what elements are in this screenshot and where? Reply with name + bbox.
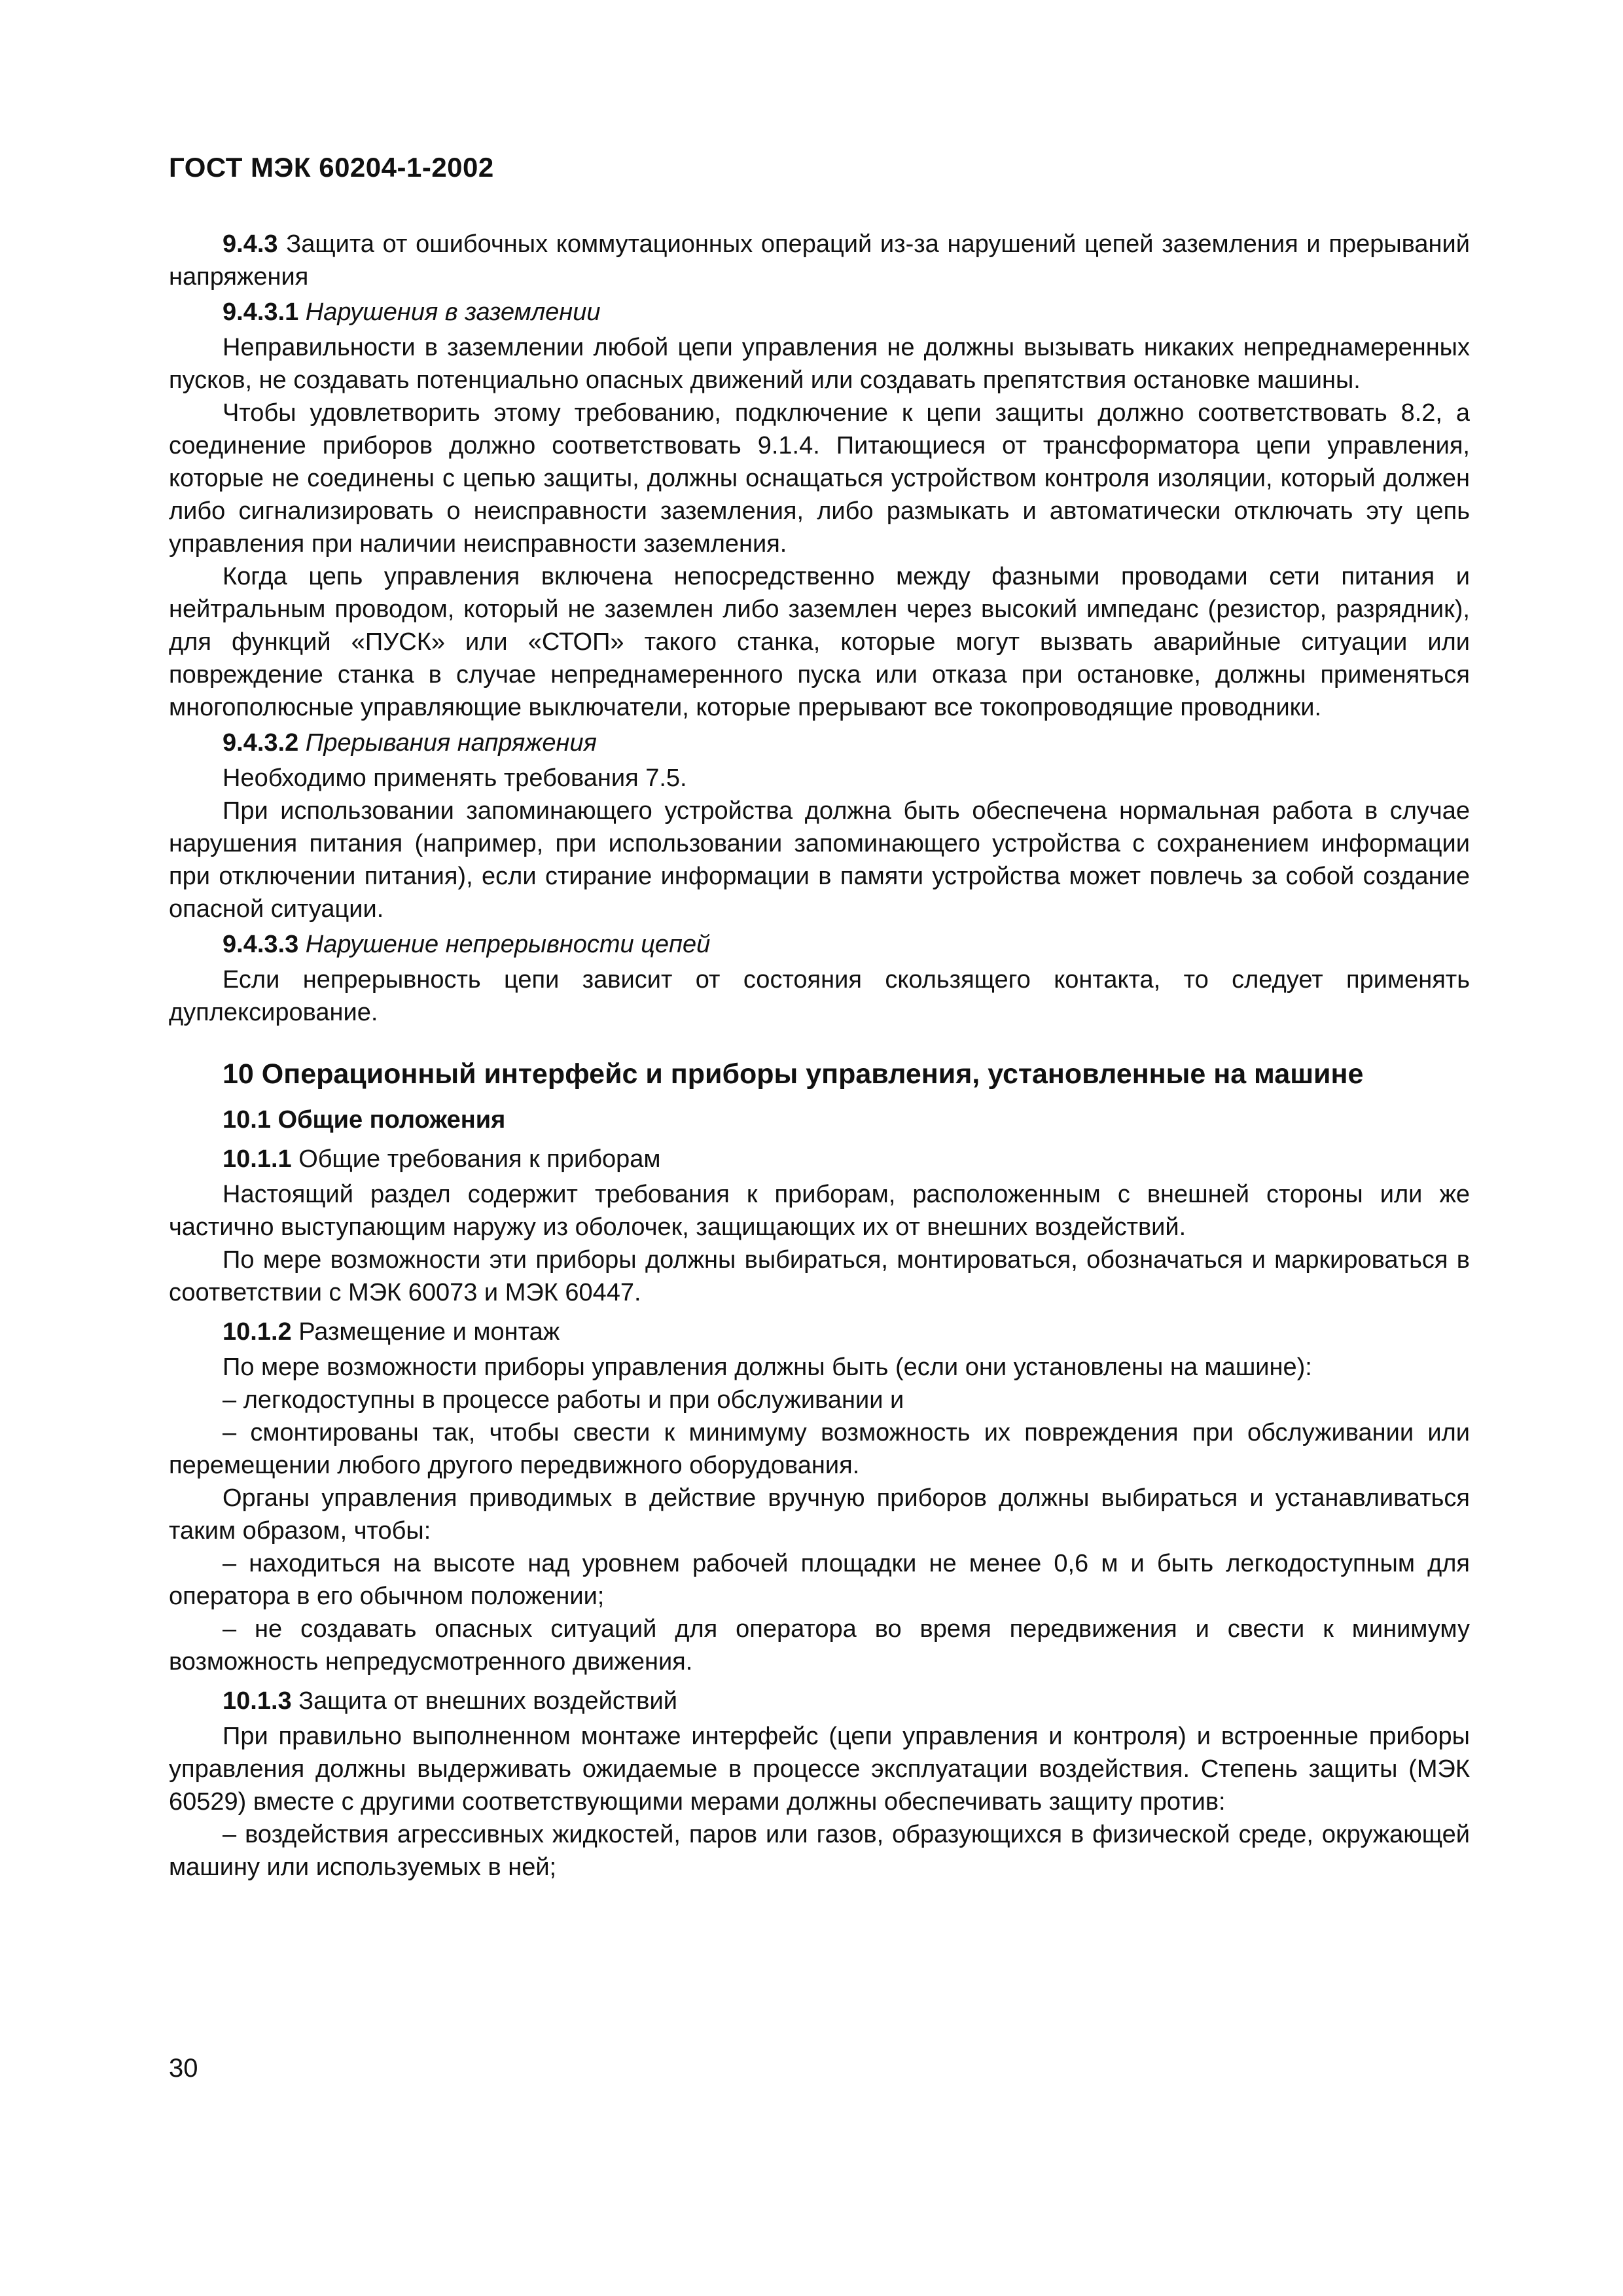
clause-number: 10.1.3 <box>223 1687 292 1715</box>
paragraph: Необходимо применять требования 7.5. <box>223 764 687 792</box>
paragraph: При правильно выполненном монтаже интерфейс (цепи управления и контроля) и встроенные приборы управления должны выдерживать ожидаемые в процессе эксплуатации воздействия. Степень защиты (МЭК 60529) вместе с другими соответствующими мерами должны обеспечивать защиту против: <box>169 1723 1470 1816</box>
clause-title: Защита от ошибочных коммутационных операций из-за нарушений цепей заземления и прерываний напряжения <box>169 230 1470 291</box>
clause-number: 9.4.3 <box>223 230 278 258</box>
clause-10-1-3-heading <box>169 1685 1470 1717</box>
list-item: – легкодоступны в процессе работы и при обслуживании и <box>223 1386 904 1414</box>
section-10-1-title: 10.1 Общие положения <box>223 1106 506 1134</box>
paragraph: Настоящий раздел содержит требования к приборам, расположенным с внешней стороны или же частично выступающим наружу из оболочек, защищающих их от внешних воздействий. <box>169 1181 1470 1241</box>
paragraph: Органы управления приводимых в действие вручную приборов должны выбираться и устанавливаться таким образом, чтобы: <box>169 1484 1470 1545</box>
clause-9-4-3 <box>169 228 1470 293</box>
clause-9-4-3-2-heading <box>169 726 1470 759</box>
clause-10-1-2-heading <box>169 1316 1470 1348</box>
list-item: – не создавать опасных ситуаций для оператора во время передвижения и свести к минимуму возможность непредусмотренного движения. <box>169 1615 1470 1676</box>
clause-9-4-3-3-heading <box>169 928 1470 961</box>
list-item: – находиться на высоте над уровнем рабочей площадки не менее 0,6 м и быть легкодоступным для оператора в его обычном положении; <box>169 1550 1470 1610</box>
clause-title: Размещение и монтаж <box>298 1318 560 1346</box>
clause-title: Нарушения в заземлении <box>305 298 601 326</box>
clause-title: Нарушение непрерывности цепей <box>305 931 711 958</box>
paragraph: Если непрерывность цепи зависит от состояния скользящего контакта, то следует применять дуплексирование. <box>169 966 1470 1026</box>
clause-number: 9.4.3.1 <box>223 298 299 326</box>
clause-10-1-1-heading <box>169 1143 1470 1175</box>
clause-title: Защита от внешних воздействий <box>298 1687 677 1715</box>
clause-title: Прерывания напряжения <box>305 729 597 757</box>
paragraph: По мере возможности эти приборы должны выбираться, монтироваться, обозначаться и маркироваться в соответствии с МЭК 60073 и МЭК 60447. <box>169 1246 1470 1306</box>
clause-9-4-3-1-heading <box>169 296 1470 329</box>
list-item: – смонтированы так, чтобы свести к минимуму возможность их повреждения при обслуживании или перемещении любого другого передвижного оборудования. <box>169 1419 1470 1479</box>
clause-number: 9.4.3.2 <box>223 729 299 757</box>
clause-number: 10.1.2 <box>223 1318 292 1346</box>
clause-number: 10.1.1 <box>223 1145 292 1173</box>
paragraph: По мере возможности приборы управления должны быть (если они установлены на машине): <box>223 1354 1312 1381</box>
paragraph: При использовании запоминающего устройства должна быть обеспечена нормальная работа в случае нарушения питания (например, при использовании запоминающего устройства с сохранением информации при отключении питания), если стирание информации в памяти устройства может повлечь за собой создание опасной ситуации. <box>169 797 1470 923</box>
clause-title: Общие требования к приборам <box>298 1145 661 1173</box>
paragraph: Когда цепь управления включена непосредственно между фазными проводами сети питания и нейтральным проводом, который не заземлен либо заземлен через высокий импеданс (резистор, разрядник), для функций «ПУСК» или «СТОП» такого станка, которые могут вызвать аварийные ситуации или повреждение станка в случае непреднамеренного пуска или отказа при остановке, должны применяться многополюсные управляющие выключатели, которые прерывают все токопроводящие проводники. <box>169 563 1470 721</box>
clause-number: 9.4.3.3 <box>223 931 299 958</box>
paragraph: Чтобы удовлетворить этому требованию, подключение к цепи защиты должно соответствовать 8.2, а соединение приборов должно соответствовать 9.1.4. Питающиеся от трансформатора цепи управления, которые не соединены с цепью защиты, должны оснащаться устройством контроля изоляции, который должен либо сигнализировать о неисправности заземления, либо размыкать и автоматически отключать эту цепь управления при наличии неисправности заземления. <box>169 399 1470 558</box>
list-item: – воздействия агрессивных жидкостей, паров или газов, образующихся в физической среде, окружающей машину или используемых в ней; <box>169 1821 1470 1881</box>
section-10-title: 10 Операционный интерфейс и приборы управления, установленные на машине <box>223 1058 1364 1090</box>
page-number: 30 <box>169 2054 198 2083</box>
paragraph: Неправильности в заземлении любой цепи управления не должны вызывать никаких непреднамеренных пусков, не создавать потенциально опасных движений или создавать препятствия остановке машины. <box>169 334 1470 394</box>
document-header: ГОСТ МЭК 60204-1-2002 <box>169 152 494 183</box>
document-body <box>169 228 1470 1884</box>
